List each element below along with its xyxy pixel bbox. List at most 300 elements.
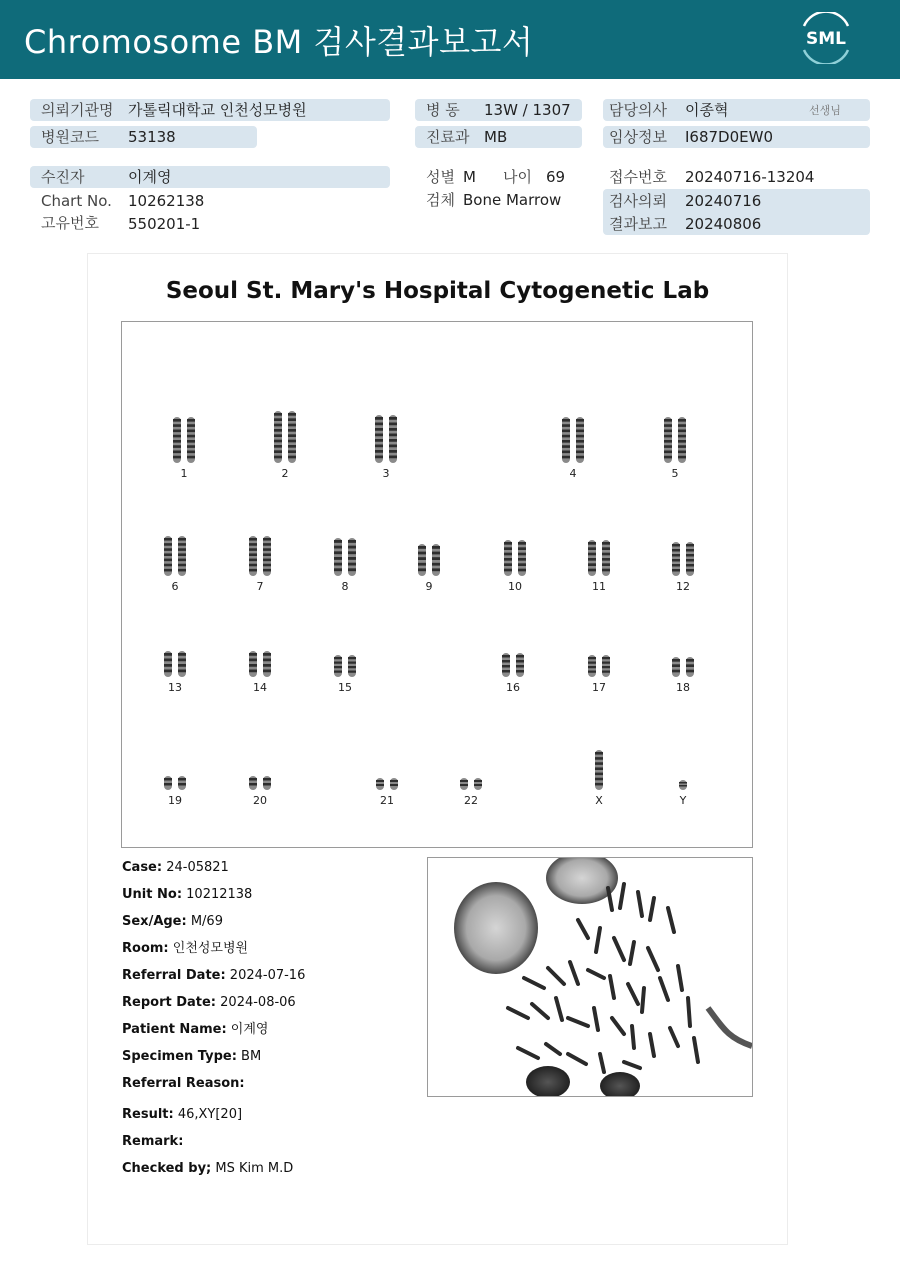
chromosome-pair — [664, 417, 686, 463]
chromosome-band — [375, 417, 383, 420]
chromosome-band — [678, 424, 686, 427]
chromosome-band — [672, 670, 680, 673]
chromosome-band — [263, 564, 271, 567]
age-value: 69 — [546, 168, 566, 186]
chromosome-label: 9 — [425, 580, 433, 593]
chromosome-pair — [672, 542, 694, 576]
chromosome-band — [334, 666, 342, 668]
metaphase-chromosome — [620, 884, 624, 908]
chromosome-band — [178, 548, 186, 551]
metaphase-chromosome — [610, 976, 614, 998]
metaphase-chromosome — [628, 984, 638, 1004]
department-value: MB — [484, 128, 508, 146]
case-field-value: MS Kim M.D — [211, 1161, 294, 1176]
chromosome-band — [178, 538, 186, 541]
chromosome-band — [502, 660, 510, 663]
institution-value: 가톨릭대학교 인천성모병원 — [128, 101, 307, 119]
chromosome-band — [263, 548, 271, 551]
chromosome-band — [164, 664, 172, 667]
chromosome-band — [173, 440, 181, 443]
chromosome-band — [348, 546, 356, 549]
chromosome-band — [164, 559, 172, 562]
chromosome-band — [518, 558, 526, 561]
chromosome-pair — [164, 776, 186, 790]
chromosome-band — [164, 553, 172, 556]
chromosome-pair — [164, 651, 186, 677]
chromosome-band — [672, 549, 680, 552]
chromosome-band — [595, 783, 603, 786]
chromosome-band — [518, 563, 526, 566]
case-field-label: Specimen Type: — [122, 1049, 237, 1064]
chromosome-band — [588, 569, 596, 572]
chromosome-band — [418, 563, 426, 566]
chromosome-band — [518, 542, 526, 545]
chromosome-label: X — [595, 794, 603, 807]
metaphase-chromosome — [638, 892, 642, 916]
chromosome-band — [562, 419, 570, 422]
chromosome-band — [288, 424, 296, 427]
chromosome-band — [249, 538, 257, 541]
chromosome-band — [164, 543, 172, 546]
chromosome-pair — [164, 536, 186, 576]
chromosome-label: 20 — [253, 794, 267, 807]
chromosome-label: 4 — [569, 467, 577, 480]
metaphase-chromosome — [568, 1054, 586, 1064]
chromosome-band — [389, 456, 397, 459]
chromosome-band — [249, 659, 257, 662]
metaphase-chromosome — [650, 1034, 654, 1056]
chromosome-band — [562, 435, 570, 438]
chromosome-band — [173, 419, 181, 422]
chromosome-band — [576, 435, 584, 438]
chromosome-label: 3 — [382, 467, 390, 480]
chromosome-band — [562, 424, 570, 427]
chromosome-band — [595, 752, 603, 755]
chromosome-band — [504, 542, 512, 545]
hospital-code-value: 53138 — [128, 128, 176, 146]
chromosome-band — [588, 558, 596, 561]
chromosome-label: 19 — [168, 794, 182, 807]
chromosome-band — [173, 456, 181, 459]
specimen-label: 검체 — [426, 191, 455, 209]
chromosome-band — [686, 659, 694, 662]
chromosome-band — [178, 664, 186, 667]
karyogram-panel — [121, 321, 753, 848]
chromosome-band — [187, 440, 195, 443]
chromosome-band — [588, 671, 596, 673]
case-field — [122, 859, 229, 877]
chromosome-band — [334, 546, 342, 549]
chromosome-band — [178, 543, 186, 546]
chromosome-band — [288, 450, 296, 453]
chromosome-band — [348, 557, 356, 560]
chromosome-band — [562, 445, 570, 448]
chromosome-label: 22 — [464, 794, 478, 807]
chromosome-band — [432, 552, 440, 555]
ward-value: 13W / 1307 — [484, 101, 571, 119]
ward-label: 병 동 — [426, 101, 460, 119]
age-label: 나이 — [503, 168, 532, 186]
chromosome-band — [686, 559, 694, 562]
chromosome-band — [375, 439, 383, 442]
chromosome-band — [432, 557, 440, 560]
patient-label: 수진자 — [41, 168, 85, 186]
debris — [708, 1008, 752, 1046]
chromosome-label: 13 — [168, 681, 182, 694]
chromosome-band — [288, 440, 296, 443]
chromosome-band — [389, 439, 397, 442]
chromosome-band — [334, 657, 342, 659]
metaphase-chromosome — [642, 988, 644, 1012]
chromosome-band — [576, 430, 584, 433]
case-field-label: Case: — [122, 860, 163, 875]
receipt-value: 20240716-13204 — [685, 168, 815, 186]
metaphase-chromosome — [596, 928, 600, 952]
chromosome-band — [249, 664, 257, 667]
chromosome-band — [602, 666, 610, 668]
case-field — [122, 1021, 268, 1039]
chromosome-band — [375, 456, 383, 459]
metaphase-chromosome — [548, 968, 564, 984]
chromosome-band — [164, 564, 172, 567]
chromosome-label: 1 — [180, 467, 188, 480]
chromosome-band — [686, 549, 694, 552]
case-field-value: 2024-08-06 — [216, 995, 296, 1010]
chromosome-band — [288, 456, 296, 459]
chart-no-label: Chart No. — [41, 192, 112, 210]
chromosome-band — [274, 418, 282, 421]
case-field-label: Referral Reason: — [122, 1076, 245, 1091]
chromosome-band — [249, 543, 257, 546]
chromosome-label: 11 — [592, 580, 606, 593]
case-field-value: BM — [236, 1049, 262, 1064]
chromosome-band — [518, 547, 526, 550]
case-field — [122, 994, 296, 1012]
chromosome-band — [173, 451, 181, 454]
metaphase-chromosome — [694, 1038, 698, 1062]
chromosome-band — [334, 568, 342, 571]
chromosome-band — [504, 569, 512, 572]
chromosome-band — [504, 563, 512, 566]
chromosome-band — [263, 659, 271, 662]
metaphase-chromosome — [614, 938, 624, 960]
chromosome-band — [664, 445, 672, 448]
chromosome-band — [504, 558, 512, 561]
chromosome-band — [576, 445, 584, 448]
chromosome-band — [173, 430, 181, 433]
metaphase-chromosome — [630, 942, 634, 964]
clinical-value: I687D0EW0 — [685, 128, 774, 146]
chromosome-band — [389, 423, 397, 426]
metaphase-chromosome — [570, 962, 578, 984]
chromosome-band — [274, 445, 282, 448]
chromosome-band — [263, 778, 271, 781]
chromosome-band — [178, 670, 186, 673]
doctor-label: 담당의사 — [609, 101, 667, 119]
chromosome-band — [249, 553, 257, 556]
chromosome-pair — [173, 417, 195, 463]
unique-no-label: 고유번호 — [41, 214, 99, 232]
department-label: 진료과 — [426, 128, 470, 146]
chromosome-band — [588, 547, 596, 550]
chromosome-band — [274, 440, 282, 443]
chromosome-label: 2 — [281, 467, 289, 480]
metaphase-chromosome — [612, 1018, 624, 1034]
chromosome-band — [672, 559, 680, 562]
chromosome-band — [686, 569, 694, 572]
chromosome-pair — [249, 776, 271, 790]
result-date-value: 20240806 — [685, 215, 762, 233]
sex-value: M — [463, 168, 476, 186]
chromosome-band — [274, 429, 282, 432]
chromosome-band — [562, 430, 570, 433]
metaphase-chromosome — [588, 970, 604, 978]
chromosome-band — [602, 657, 610, 659]
chromosome-band — [249, 548, 257, 551]
case-field-label: Result: — [122, 1107, 174, 1122]
receipt-label: 접수번호 — [609, 168, 667, 186]
chromosome-band — [187, 451, 195, 454]
metaphase-chromosome — [594, 1008, 598, 1030]
result-date-label: 결과보고 — [609, 215, 667, 233]
metaphase-chromosome — [650, 898, 654, 920]
chromosome-band — [678, 445, 686, 448]
chromosome-band — [389, 445, 397, 448]
chromosome-band — [164, 659, 172, 662]
chromosome-band — [504, 547, 512, 550]
chromosome-band — [672, 659, 680, 662]
chromosome-band — [263, 543, 271, 546]
chromosome-band — [178, 653, 186, 656]
chromosome-band — [595, 762, 603, 765]
chromosome-label: 8 — [341, 580, 349, 593]
chromosome-band — [274, 450, 282, 453]
metaphase-chromosome — [660, 978, 668, 1000]
chromosome-pair — [672, 657, 694, 677]
chromosome-band — [348, 662, 356, 664]
chromosome-pair — [274, 411, 296, 463]
chromosome-band — [595, 767, 603, 770]
request-value: 20240716 — [685, 192, 762, 210]
metaphase-chromosome — [578, 920, 588, 938]
chromosome-band — [389, 450, 397, 453]
chromosome-band — [348, 671, 356, 673]
chromosome-label: 10 — [508, 580, 522, 593]
specimen-value: Bone Marrow — [463, 191, 562, 209]
interphase-nucleus — [526, 1066, 570, 1096]
chromosome-band — [664, 430, 672, 433]
chromosome-band — [164, 778, 172, 781]
chromosome-band — [602, 547, 610, 550]
chromosome-pair — [588, 540, 610, 576]
chromosome-band — [178, 564, 186, 567]
patient-name-value: 이계영 — [128, 168, 172, 186]
chromosome-band — [375, 428, 383, 431]
institution-label: 의뢰기관명 — [41, 101, 114, 119]
case-field-label: Room: — [122, 941, 169, 956]
chromosome-band — [602, 563, 610, 566]
chromosome-band — [263, 559, 271, 562]
chromosome-band — [187, 456, 195, 459]
chromosome-band — [334, 671, 342, 673]
interphase-nucleus — [600, 1072, 640, 1096]
chromosome-label: 17 — [592, 681, 606, 694]
chromosome-band — [334, 540, 342, 543]
chromosome-band — [432, 563, 440, 566]
chromosome-pair — [334, 538, 356, 576]
chromosome-band — [576, 424, 584, 427]
chromosome-band — [504, 553, 512, 556]
chromosome-band — [474, 784, 482, 786]
metaphase-image — [427, 857, 753, 1097]
chromosome-band — [602, 569, 610, 572]
chromosome-band — [516, 665, 524, 668]
case-field-label: Unit No: — [122, 887, 183, 902]
chromosome-band — [164, 538, 172, 541]
chromosome-band — [178, 559, 186, 562]
chromosome-label: 15 — [338, 681, 352, 694]
chromosome-band — [418, 552, 426, 555]
report-header — [0, 0, 900, 79]
chromosome-band — [334, 551, 342, 554]
chromosome-band — [664, 456, 672, 459]
chromosome-band — [263, 670, 271, 673]
chromosome-band — [389, 428, 397, 431]
chromosome-band — [686, 554, 694, 557]
unique-no-value: 550201-1 — [128, 215, 201, 233]
chromosome-band — [460, 780, 468, 782]
chromosome-band — [576, 440, 584, 443]
case-field — [122, 1106, 242, 1124]
chromosome-pair — [595, 750, 603, 790]
chromosome-band — [263, 664, 271, 667]
chromosome-band — [178, 569, 186, 572]
chromosome-band — [178, 553, 186, 556]
metaphase-chromosome — [532, 1004, 548, 1018]
case-field — [122, 1075, 245, 1093]
doctor-suffix: 선생님 — [809, 104, 841, 117]
chromosome-band — [288, 445, 296, 448]
chromosome-label: 21 — [380, 794, 394, 807]
chromosome-band — [178, 659, 186, 662]
chromosome-band — [516, 660, 524, 663]
chromosome-band — [664, 419, 672, 422]
chromosome-band — [334, 557, 342, 560]
chromosome-pair — [376, 778, 398, 790]
chromosome-band — [187, 419, 195, 422]
chromosome-band — [375, 450, 383, 453]
chromosome-band — [418, 568, 426, 571]
sml-logo — [796, 12, 856, 64]
chromosome-band — [672, 564, 680, 567]
chromosome-band — [664, 440, 672, 443]
chromosome-band — [588, 666, 596, 668]
metaphase-chromosome — [678, 966, 682, 990]
chromosome-label: 5 — [671, 467, 679, 480]
case-field-label: Remark: — [122, 1134, 184, 1149]
case-field-label: Report Date: — [122, 995, 217, 1010]
chromosome-band — [164, 783, 172, 786]
case-field-value: M/69 — [186, 914, 223, 929]
case-field — [122, 913, 223, 931]
chromosome-pair — [418, 544, 440, 576]
chromosome-band — [348, 657, 356, 659]
chromosome-band — [164, 569, 172, 572]
chromosome-band — [602, 553, 610, 556]
chromosome-band — [602, 542, 610, 545]
chromosome-band — [588, 657, 596, 659]
chromosome-band — [562, 451, 570, 454]
chromosome-band — [390, 780, 398, 782]
chromosome-band — [516, 670, 524, 673]
chromosome-band — [460, 784, 468, 786]
chromosome-band — [678, 440, 686, 443]
chromosome-band — [376, 780, 384, 782]
chromosome-band — [178, 783, 186, 786]
chromosome-band — [263, 653, 271, 656]
chromosome-band — [679, 785, 687, 787]
chromosome-pair — [375, 415, 397, 463]
chromosome-band — [518, 553, 526, 556]
chromosome-band — [576, 451, 584, 454]
chromosome-band — [288, 429, 296, 432]
chromosome-band — [502, 670, 510, 673]
chromosome-band — [164, 548, 172, 551]
chromosome-label: 6 — [171, 580, 179, 593]
chromosome-band — [375, 423, 383, 426]
karyogram-image — [122, 322, 752, 847]
chromosome-label: 7 — [256, 580, 264, 593]
chromosome-band — [562, 440, 570, 443]
case-field — [122, 1133, 183, 1151]
chromosome-pair — [249, 536, 271, 576]
chromosome-band — [686, 670, 694, 673]
chromosome-band — [418, 546, 426, 549]
metaphase-chromosomes — [508, 884, 698, 1072]
chromosome-band — [334, 563, 342, 566]
chromosome-band — [173, 424, 181, 427]
chromosome-band — [432, 546, 440, 549]
chromosome-band — [389, 417, 397, 420]
chromosome-band — [474, 780, 482, 782]
chromosome-band — [576, 456, 584, 459]
case-field-label: Patient Name: — [122, 1022, 227, 1037]
chromosome-band — [672, 569, 680, 572]
chromosome-band — [664, 424, 672, 427]
interphase-nucleus — [546, 858, 618, 904]
chromosome-band — [348, 551, 356, 554]
chart-no-value: 10262138 — [128, 192, 205, 210]
chromosome-band — [678, 430, 686, 433]
chromosome-pair — [504, 540, 526, 576]
chromosome-band — [274, 424, 282, 427]
chromosome-band — [173, 445, 181, 448]
chromosome-band — [187, 445, 195, 448]
chromosome-band — [664, 435, 672, 438]
chromosome-band — [588, 662, 596, 664]
chromosome-band — [502, 655, 510, 658]
lab-title: Seoul St. Mary's Hospital Cytogenetic Lab — [165, 278, 710, 304]
chromosome-band — [678, 451, 686, 454]
chromosome-band — [249, 559, 257, 562]
chromosome-band — [348, 568, 356, 571]
metaphase-chromosome — [568, 1018, 588, 1026]
chromosome-band — [375, 445, 383, 448]
chromosome-band — [686, 544, 694, 547]
chromosome-band — [576, 419, 584, 422]
interphase-nucleus — [454, 882, 538, 974]
chromosome-band — [187, 430, 195, 433]
